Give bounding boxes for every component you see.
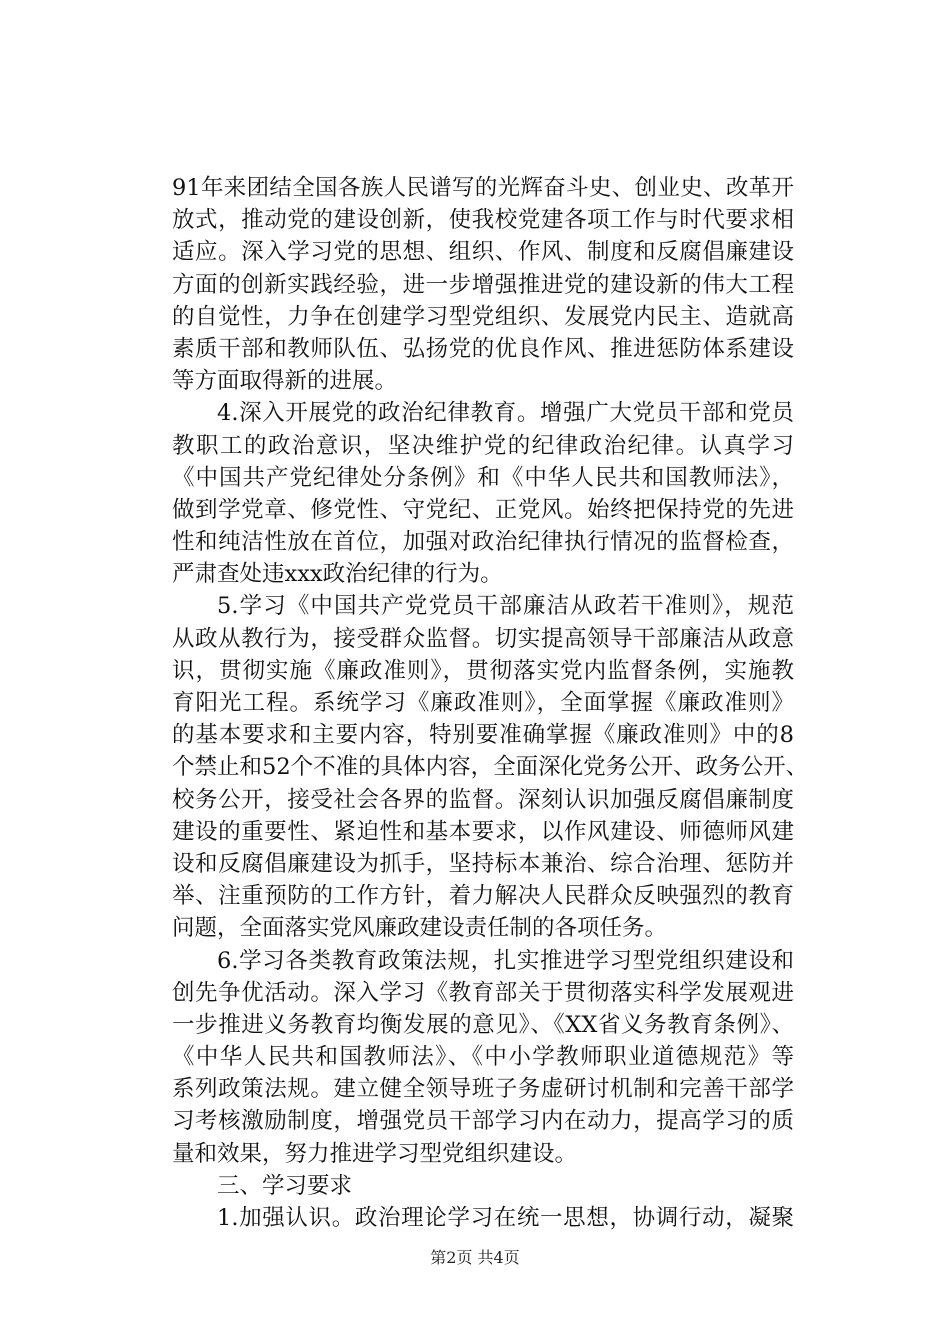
text-line: 91年来团结全国各族人民谱写的光辉奋斗史、创业史、改革开	[172, 175, 794, 201]
text-line: 5.学习《中国共产党党员干部廉洁从政若干准则》，规范	[217, 593, 794, 620]
text-line: 举、注重预防的工作方针，着力解决人民群众反映强烈的教育	[172, 883, 794, 910]
text-line: 设和反腐倡廉建设为抓手，坚持标本兼治、综合治理、惩防并	[172, 850, 794, 877]
text-line: 教职工的政治意识，坚决维护党的纪律政治纪律。认真学习	[172, 432, 794, 459]
text-line: 一步推进义务教育均衡发展的意见》、《XX省义务教育条例》、	[172, 1011, 794, 1038]
text-line: 做到学党章、修党性、守党纪、正党风。始终把保持党的先进	[172, 496, 794, 523]
text-line: 的自觉性，力争在创建学习型党组织、发展党内民主、造就高	[172, 303, 794, 330]
text-line: 系列政策法规。建立健全领导班子务虚研讨机制和完善干部学	[172, 1076, 794, 1103]
text-line: 1.加强认识。政治理论学习在统一思想，协调行动，凝聚	[217, 1205, 794, 1231]
page-footer: 第2页 共4页	[430, 1248, 520, 1267]
text-line: 素质干部和教师队伍、弘扬党的优良作风、推进惩防体系建设	[172, 335, 794, 362]
text-line: 4.深入开展党的政治纪律教育。增强广大党员干部和党员	[217, 400, 794, 427]
text-line: 的基本要求和主要内容，特别要准确掌握《廉政准则》中的8	[172, 722, 794, 749]
text-line: 创先争优活动。深入学习《教育部关于贯彻落实科学发展观进	[172, 979, 794, 1006]
text-line: 从政从教行为，接受群众监督。切实提高领导干部廉洁从政意	[172, 625, 794, 652]
text-line: 等方面取得新的进展。	[172, 368, 398, 395]
text-line: 《中国共产党纪律处分条例》和《中华人民共和国教师法》，	[172, 464, 794, 491]
text-line: 育阳光工程。系统学习《廉政准则》，全面掌握《廉政准则》	[172, 690, 794, 716]
document-body	[172, 172, 809, 1234]
text-line: 性和纯洁性放在首位，加强对政治纪律执行情况的监督检查，	[172, 529, 794, 556]
text-line: 问题，全面落实党风廉政建设责任制的各项任务。	[172, 915, 668, 942]
text-line: 《中华人民共和国教师法》、《中小学教师职业道德规范》等	[172, 1044, 794, 1071]
text-line: 个禁止和52个不准的具体内容，全面深化党务公开、政务公开、	[172, 754, 809, 781]
text-line: 适应。深入学习党的思想、组织、作风、制度和反腐倡廉建设	[172, 239, 794, 266]
text-line: 严肃查处违xxx政治纪律的行为。	[172, 561, 503, 588]
text-line: 校务公开，接受社会各界的监督。深刻认识加强反腐倡廉制度	[172, 786, 794, 813]
text-line: 识，贯彻实施《廉政准则》，贯彻落实党内监督条例，实施教	[172, 657, 794, 684]
text-line: 方面的创新实践经验，进一步增强推进党的建设新的伟大工程	[172, 271, 794, 298]
text-line: 量和效果，努力推进学习型党组织建设。	[172, 1140, 578, 1167]
text-line: 建设的重要性、紧迫性和基本要求，以作风建设、师德师风建	[172, 818, 794, 845]
text-line: 习考核激励制度，增强党员干部学习内在动力，提高学习的质	[172, 1108, 794, 1135]
text-line: 放式，推动党的建设创新，使我校党建各项工作与时代要求相	[172, 207, 794, 234]
text-line: 三、学习要求	[217, 1172, 353, 1199]
text-line: 6.学习各类教育政策法规，扎实推进学习型党组织建设和	[217, 947, 794, 974]
